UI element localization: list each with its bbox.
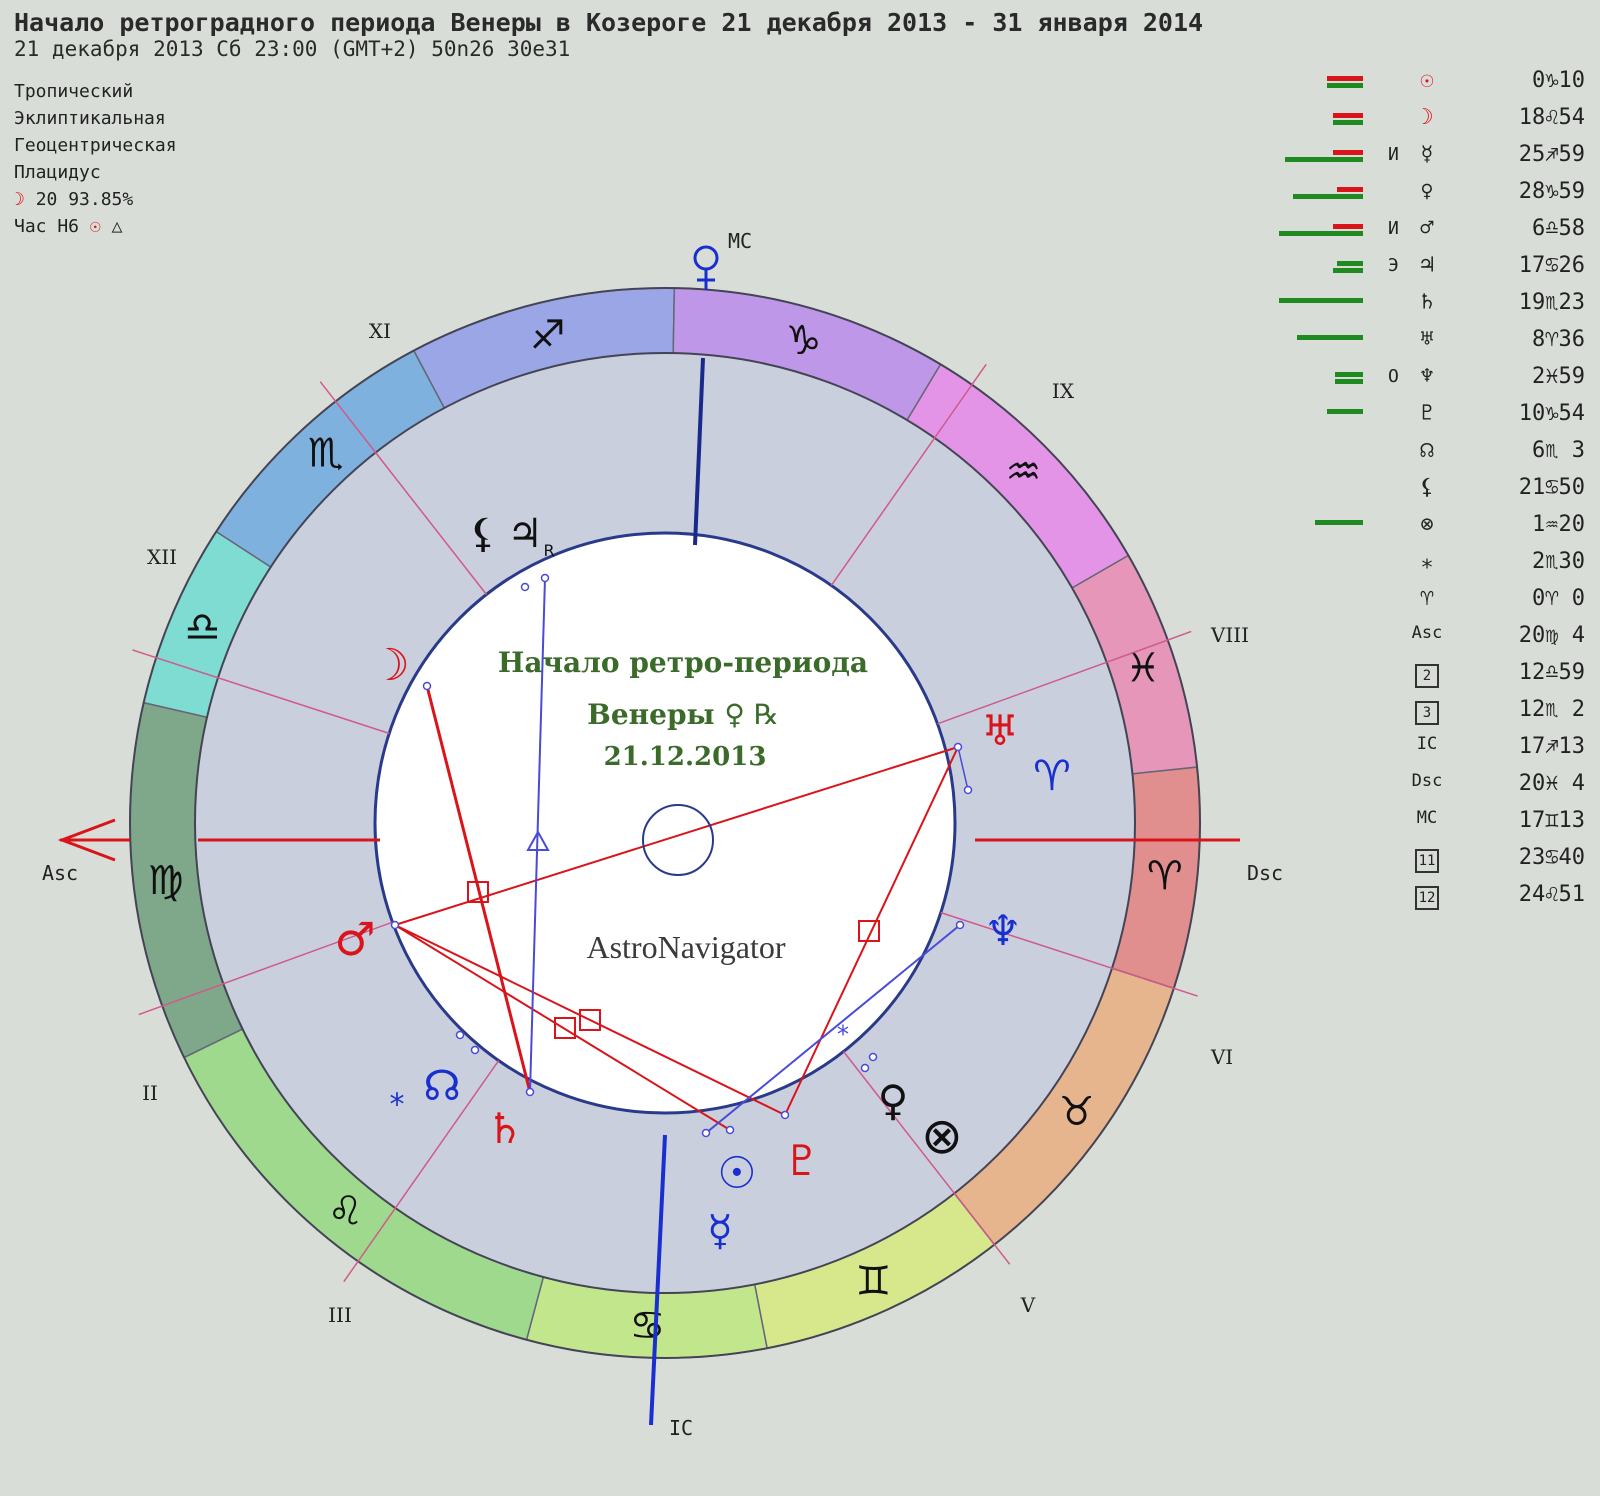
- pluto-icon: ♇: [1420, 401, 1434, 426]
- moon-icon: ☽: [14, 189, 25, 210]
- table-row: [1285, 362, 1585, 399]
- red-strength-bar: [1327, 76, 1363, 81]
- aspect-strength-bars: [1273, 631, 1363, 649]
- jupiter-retro-icon: R: [543, 541, 555, 560]
- aries-house-icon: ♈: [1033, 751, 1071, 800]
- sun-icon: ☉: [89, 216, 101, 237]
- chart-title: Начало ретроградного периода Венеры в Козероге 21 декабря 2013 - 31 января 2014: [14, 8, 1204, 37]
- aspect-strength-bars: [1273, 446, 1363, 464]
- house-system: Плацидус: [14, 162, 101, 183]
- aspect-strength-bars: [1273, 261, 1363, 279]
- green-strength-bar: [1327, 83, 1363, 88]
- planet-position-dot: [424, 683, 431, 690]
- chart-subtitle: 21 декабря 2013 Сб 23:00 (GMT+2) 50n26 30e31: [14, 37, 571, 61]
- vertex-icon: ⁎: [1421, 549, 1433, 574]
- planet-position-dot: [965, 787, 972, 794]
- caption-line1: Начало ретро-периода: [497, 646, 869, 679]
- planet-position-dot: [522, 584, 529, 591]
- house-numeral-XII: XII: [146, 545, 178, 569]
- pisces-sign-icon: ♓: [1124, 645, 1161, 692]
- table-row: [1285, 732, 1585, 769]
- table-row: [1285, 288, 1585, 325]
- taurus-sign-icon: ♉: [1058, 1089, 1095, 1136]
- table-row: [1285, 399, 1585, 436]
- capricorn-sign-icon: ♑: [785, 317, 822, 364]
- planet-position-dot: [392, 922, 399, 929]
- aspect-strength-bars: [1273, 372, 1363, 390]
- green-strength-bar: [1335, 379, 1363, 384]
- red-strength-bar: [1333, 150, 1363, 155]
- aspect-strength-bars: [1273, 113, 1363, 131]
- position-value: 17♋26: [1518, 253, 1585, 278]
- zodiac-type: Тропический: [14, 81, 134, 102]
- node-icon: ☊: [423, 1061, 461, 1110]
- table-row: [1285, 584, 1585, 621]
- vertex-icon: ⁎: [389, 1078, 405, 1113]
- aspect-strength-bars: [1273, 483, 1363, 501]
- trine-icon: △: [111, 216, 123, 237]
- red-strength-bar: [1337, 187, 1363, 192]
- mercury-icon: ☿: [707, 1206, 733, 1255]
- aspect-strength-bars: [1273, 853, 1363, 871]
- mc-label: MC: [1416, 808, 1438, 828]
- table-row: [1285, 806, 1585, 843]
- sagittarius-sign-icon: ♐: [529, 312, 566, 359]
- position-value: 24♌51: [1518, 882, 1585, 907]
- venus-retro-glyph: ♀ ℞: [724, 698, 779, 731]
- position-value: 17♐13: [1518, 734, 1585, 759]
- planet-position-dot: [782, 1112, 789, 1119]
- aspect-strength-bars: [1273, 742, 1363, 760]
- mercury-icon: ☿: [1420, 142, 1434, 167]
- table-row: [1285, 473, 1585, 510]
- red-strength-bar: [1333, 113, 1363, 118]
- table-row: [1285, 658, 1585, 695]
- table-row: [1285, 621, 1585, 658]
- aspect-strength-bars: [1273, 779, 1363, 797]
- green-strength-bar: [1335, 372, 1363, 377]
- aries-point-icon: ♈: [1420, 586, 1434, 611]
- aspect-strength-bars: [1273, 594, 1363, 612]
- table-row: [1285, 510, 1585, 547]
- jupiter-icon: ♃: [507, 511, 543, 557]
- dignity-mark: Э: [1388, 255, 1399, 276]
- planet-position-dot: [472, 1047, 479, 1054]
- dsc-label: Dsc: [1246, 861, 1284, 885]
- fortune-icon: ⊗: [1420, 512, 1434, 537]
- mars-icon: ♂: [1420, 216, 1434, 241]
- green-strength-bar: [1333, 120, 1363, 125]
- aspect-strength-bars: [1273, 150, 1363, 168]
- table-row: [1285, 880, 1585, 917]
- aspect-strength-bars: [1273, 76, 1363, 94]
- leo-sign-icon: ♌: [327, 1188, 364, 1235]
- asc-label: Asc: [41, 861, 79, 885]
- planet-position-dot: [957, 922, 964, 929]
- planet-position-dot: [527, 1089, 534, 1096]
- position-value: 23♋40: [1518, 845, 1585, 870]
- table-row: [1285, 251, 1585, 288]
- watermark: AstroNavigator: [586, 929, 786, 965]
- aspect-strength-bars: [1273, 705, 1363, 723]
- house-numeral-IX: IX: [1051, 379, 1075, 403]
- ic-label: IC: [1416, 734, 1438, 754]
- moon-icon: ☽: [370, 640, 410, 691]
- position-value: 21♋50: [1518, 475, 1585, 500]
- table-row: [1285, 140, 1585, 177]
- green-strength-bar: [1279, 231, 1363, 236]
- table-row: [1285, 214, 1585, 251]
- ic-label: IC: [668, 1416, 694, 1440]
- house-2-label: 2: [1415, 664, 1439, 688]
- green-strength-bar: [1315, 520, 1363, 525]
- house-11-label: 11: [1415, 849, 1439, 873]
- saturn-icon: ♄: [486, 1104, 524, 1153]
- table-row: [1285, 177, 1585, 214]
- position-value: 18♌54: [1518, 105, 1585, 130]
- hour-label: Час Н6: [14, 216, 80, 237]
- position-value: 0♑10: [1518, 68, 1585, 93]
- position-value: 12♏ 2: [1518, 697, 1585, 722]
- caption-date: 21.12.2013: [603, 742, 767, 772]
- position-value: 2♓59: [1518, 364, 1585, 389]
- planet-position-dot: [870, 1054, 877, 1061]
- coordinate-type: Эклиптикальная: [14, 108, 166, 129]
- center-type: Геоцентрическая: [14, 135, 177, 156]
- gemini-sign-icon: ♊: [855, 1258, 892, 1305]
- red-strength-bar: [1333, 224, 1363, 229]
- position-value: 10♑54: [1518, 401, 1585, 426]
- aspect-strength-bars: [1273, 520, 1363, 538]
- fortune-icon: ⊗: [921, 1107, 963, 1165]
- aspect-strength-bars: [1273, 557, 1363, 575]
- position-value: 28♑59: [1518, 179, 1585, 204]
- house-numeral-II: II: [142, 1081, 158, 1105]
- position-value: 20♍ 4: [1518, 623, 1585, 648]
- venus-icon: ♀: [877, 1076, 909, 1125]
- planet-position-dot: [542, 575, 549, 582]
- sextile-aspect-marker: ⁎: [837, 1013, 849, 1041]
- aquarius-sign-icon: ♒: [1005, 448, 1042, 495]
- neptune-icon: ♆: [984, 906, 1022, 955]
- asc-arrow: [60, 820, 130, 860]
- jupiter-icon: ♃: [1420, 253, 1434, 278]
- aspect-strength-bars: [1273, 816, 1363, 834]
- mc-label: MC: [727, 229, 753, 253]
- position-value: 2♏30: [1518, 549, 1585, 574]
- mars-icon: ♂: [334, 912, 376, 966]
- positions-table: [1285, 66, 1585, 917]
- position-value: 12♎59: [1518, 660, 1585, 685]
- saturn-icon: ♄: [1420, 290, 1434, 315]
- uranus-icon: ♅: [1420, 327, 1434, 352]
- position-value: 0♈ 0: [1518, 586, 1585, 611]
- position-value: 8♈36: [1518, 327, 1585, 352]
- lilith-icon: ⚸: [1418, 475, 1436, 500]
- aries-sign-icon: ♈: [1146, 853, 1183, 900]
- house-12-label: 12: [1415, 886, 1439, 910]
- green-strength-bar: [1279, 298, 1363, 303]
- node-icon: ☊: [1420, 438, 1434, 463]
- house-numeral-VI: VI: [1210, 1045, 1234, 1069]
- sun-icon: ☉: [717, 1148, 757, 1199]
- aspect-strength-bars: [1273, 298, 1363, 316]
- neptune-icon: ♆: [1420, 364, 1434, 389]
- position-value: 25♐59: [1518, 142, 1585, 167]
- position-value: 6♎58: [1518, 216, 1585, 241]
- position-value: 20♓ 4: [1518, 771, 1585, 796]
- virgo-sign-icon: ♍: [147, 857, 184, 904]
- position-value: 6♏ 3: [1518, 438, 1585, 463]
- venus-icon: ♀: [1420, 179, 1434, 204]
- planet-position-dot: [457, 1032, 464, 1039]
- green-strength-bar: [1297, 335, 1363, 340]
- planet-position-dot: [703, 1130, 710, 1137]
- position-value: 19♏23: [1518, 290, 1585, 315]
- dignity-mark: О: [1388, 366, 1399, 387]
- caption-venus-word: Венеры: [587, 698, 715, 731]
- asc-label: Asc: [1411, 623, 1443, 643]
- green-strength-bar: [1293, 194, 1363, 199]
- planet-position-dot: [727, 1127, 734, 1134]
- aspect-strength-bars: [1273, 224, 1363, 242]
- moon-icon: ☽: [1420, 105, 1434, 130]
- position-value: 1♒20: [1518, 512, 1585, 537]
- table-row: [1285, 103, 1585, 140]
- position-value: 17♊13: [1518, 808, 1585, 833]
- house-3-label: 3: [1415, 701, 1439, 725]
- table-row: [1285, 769, 1585, 806]
- green-strength-bar: [1285, 157, 1363, 162]
- aspect-strength-bars: [1273, 409, 1363, 427]
- dignity-mark: И: [1388, 144, 1399, 165]
- house-numeral-VIII: VIII: [1210, 623, 1250, 647]
- table-row: [1285, 547, 1585, 584]
- mc-venus-symbol: [695, 247, 717, 290]
- house-numeral-V: V: [1020, 1293, 1036, 1317]
- lilith-icon: ⚸: [468, 511, 498, 557]
- pluto-icon: ♇: [783, 1136, 821, 1185]
- house-numeral-XI: XI: [368, 319, 392, 343]
- table-row: [1285, 325, 1585, 362]
- sun-icon: ☉: [1420, 68, 1434, 93]
- libra-sign-icon: ♎: [184, 604, 221, 651]
- scorpio-sign-icon: ♏: [307, 430, 344, 477]
- aspect-strength-bars: [1273, 890, 1363, 908]
- green-strength-bar: [1327, 409, 1363, 414]
- aspect-strength-bars: [1273, 668, 1363, 686]
- aspect-strength-bars: [1273, 335, 1363, 353]
- caption-line2: [587, 698, 779, 731]
- dsc-label: Dsc: [1411, 771, 1443, 791]
- aspect-strength-bars: [1273, 187, 1363, 205]
- table-row: [1285, 66, 1585, 103]
- planet-position-dot: [862, 1065, 869, 1072]
- planet-position-dot: [955, 744, 962, 751]
- house-numeral-III: III: [328, 1303, 352, 1327]
- table-row: [1285, 695, 1585, 732]
- cancer-sign-icon: ♋: [629, 1303, 666, 1350]
- moon-phase-value: 20 93.85%: [35, 189, 134, 210]
- dignity-mark: И: [1388, 218, 1399, 239]
- table-row: [1285, 436, 1585, 473]
- green-strength-bar: [1337, 261, 1363, 266]
- table-row: [1285, 843, 1585, 880]
- uranus-icon: ♅: [981, 706, 1019, 755]
- green-strength-bar: [1333, 268, 1363, 273]
